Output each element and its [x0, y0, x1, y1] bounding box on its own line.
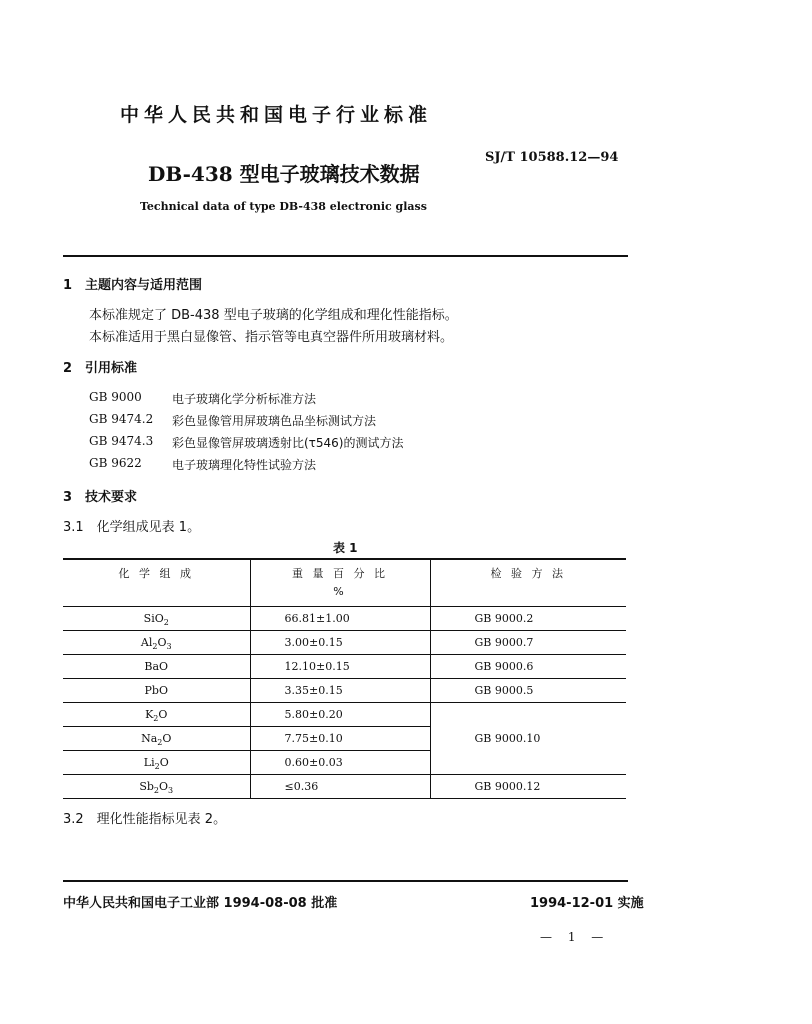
- method-cell: GB 9000.10: [430, 702, 626, 774]
- reference-code: GB 9000: [89, 390, 142, 404]
- reference-code: GB 9622: [89, 456, 142, 470]
- reference-title: 电子玻璃化学分析标准方法: [172, 392, 317, 406]
- approval-statement: 中华人民共和国电子工业部 1994-08-08 批准: [63, 896, 338, 911]
- table-row: [63, 654, 626, 678]
- value-cell: 66.81±1.00: [250, 606, 430, 630]
- document-title-en: Technical data of type DB-438 electronic glass: [140, 200, 427, 213]
- component-cell: BaO: [63, 654, 250, 678]
- standard-organization: 中华人民共和国电子行业标准: [120, 104, 433, 126]
- value-cell: 3.35±0.15: [250, 678, 430, 702]
- standard-code: SJ/T 10588.12—94: [485, 150, 619, 165]
- reference-code: GB 9474.2: [89, 412, 154, 426]
- method-cell: GB 9000.2: [430, 606, 626, 630]
- table-row: [63, 774, 626, 798]
- component-cell: $Na_2O$: [63, 726, 250, 750]
- reference-title: 彩色显像管用屏玻璃色品坐标测试方法: [172, 414, 377, 428]
- value-cell: 0.60±0.03: [250, 750, 430, 774]
- table-row: [63, 606, 626, 630]
- implementation-date: 1994-12-01 实施: [530, 896, 644, 911]
- reference-title: 彩色显像管屏玻璃透射比(τ546)的测试方法: [172, 436, 404, 450]
- reference-title: 电子玻璃理化特性试验方法: [172, 458, 317, 472]
- document-title-cn: DB-438 型电子玻璃技术数据: [148, 162, 420, 186]
- section-3-2-text: 3.2 理化性能指标见表 2。: [63, 812, 227, 827]
- section-1-heading: 1 主题内容与适用范围: [63, 278, 203, 293]
- table-header-row: [63, 559, 626, 606]
- section-3-1-text: 3.1 化学组成见表 1。: [63, 520, 201, 535]
- component-cell: $Li_2O$: [63, 750, 250, 774]
- component-cell: $K_2O$: [63, 702, 250, 726]
- method-cell: GB 9000.6: [430, 654, 626, 678]
- method-cell: GB 9000.7: [430, 630, 626, 654]
- method-cell: GB 9000.5: [430, 678, 626, 702]
- value-cell: 12.10±0.15: [250, 654, 430, 678]
- section-1-paragraph-1: 本标准规定了 DB-438 型电子玻璃的化学组成和理化性能指标。: [89, 308, 458, 323]
- header-weight-percent-unit: %: [333, 585, 347, 598]
- header-divider: [63, 255, 628, 257]
- header-weight-percent-label: 重 量 百 分 比: [292, 567, 388, 580]
- value-cell: 5.80±0.20: [250, 702, 430, 726]
- value-cell: 7.75±0.10: [250, 726, 430, 750]
- table-caption: 表 1: [333, 541, 358, 555]
- page-number: — 1 —: [540, 930, 610, 944]
- component-cell: SiO$_2$: [63, 606, 250, 630]
- component-cell: $Al_2O_3$: [63, 630, 250, 654]
- header-component: 化 学 组 成: [63, 559, 250, 606]
- chemical-composition-table: [63, 559, 626, 799]
- table-row: [63, 678, 626, 702]
- value-cell: 3.00±0.15: [250, 630, 430, 654]
- value-cell: ≤0.36: [250, 774, 430, 798]
- footer-divider: [63, 880, 628, 882]
- component-cell: PbO: [63, 678, 250, 702]
- section-2-heading: 2 引用标准: [63, 361, 138, 376]
- component-cell: $Sb_2O_3$: [63, 774, 250, 798]
- reference-code: GB 9474.3: [89, 434, 154, 448]
- section-3-heading: 3 技术要求: [63, 490, 138, 505]
- table-row: [63, 702, 626, 726]
- method-cell: GB 9000.12: [430, 774, 626, 798]
- header-test-method: 检 验 方 法: [430, 559, 626, 606]
- table-row: [63, 630, 626, 654]
- header-weight-percent: [250, 559, 430, 606]
- section-1-paragraph-2: 本标准适用于黑白显像管、指示管等电真空器件所用玻璃材料。: [89, 330, 454, 345]
